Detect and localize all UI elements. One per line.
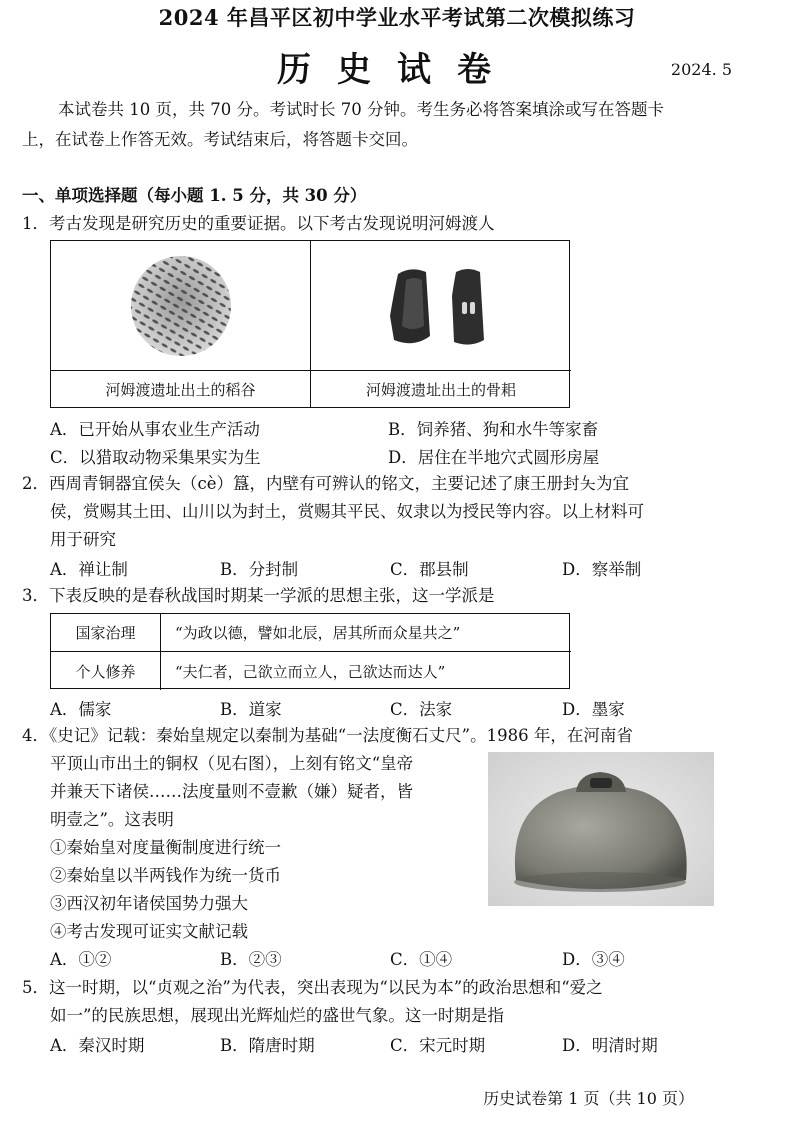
page-footer: 历史试卷第 1 页（共 10 页） (483, 1089, 694, 1108)
question-3-stem: 3．下表反映的是春秋战国时期某一学派的思想主张，这一学派是 (22, 586, 495, 605)
q1-option-a: A．已开始从事农业生产活动 (50, 420, 260, 439)
subject-title: 历史试卷 (277, 50, 517, 90)
table-row-value: “夫仁者，己欲立而立人，己欲达而达人” (175, 662, 446, 681)
q2-option-b: B．分封制 (220, 560, 299, 579)
instructions-line-2: 上，在试卷上作答无效。考试结束后，将答题卡交回。 (22, 130, 418, 149)
caption-spade: 河姆渡遗址出土的骨耜 (365, 380, 516, 399)
rice-image-cell (51, 241, 311, 371)
exam-date: 2024. 5 (670, 60, 732, 79)
q4-option-c: C．①④ (390, 950, 453, 969)
q5-option-c: C．宋元时期 (390, 1036, 486, 1055)
table-row-value: “为政以德，譬如北辰，居其所而众星共之” (161, 614, 571, 652)
q5-option-a: A．秦汉时期 (50, 1036, 145, 1055)
question-4-line-2: 平顶山市出土的铜权（见右图），上刻有铭文“皇帝 (50, 754, 414, 773)
q2-option-a: A．禅让制 (50, 560, 128, 579)
caption-rice: 河姆渡遗址出土的稻谷 (51, 371, 311, 407)
q4-option-d: D．③④ (562, 950, 625, 969)
q4-option-b: B．②③ (220, 950, 282, 969)
question-2-line-3: 用于研究 (50, 530, 116, 549)
section-title: 一、单项选择题（每小题 1. 5 分，共 30 分） (22, 186, 367, 205)
q5-option-b: B．隋唐时期 (220, 1036, 315, 1055)
q3-option-b: B．道家 (220, 700, 282, 719)
spade-image-cell (311, 241, 571, 371)
q4-item: ④考古发现可证实文献记载 (50, 922, 248, 941)
q3-option-d: D．墨家 (562, 700, 625, 719)
q3-option-c: C．法家 (390, 700, 453, 719)
table-row-key: 国家治理 (51, 614, 161, 652)
q5-option-d: D．明清时期 (562, 1036, 658, 1055)
q1-option-b: B．饲养猪、狗和水牛等家畜 (388, 420, 599, 439)
question-4-line-4: 明壹之”。这表明 (50, 810, 174, 829)
q2-option-c: C．郡县制 (390, 560, 469, 579)
rice-grains-icon (121, 251, 241, 361)
question-5-line-1: 5．这一时期，以“贞观之治”为代表，突出表现为“以民为本”的政治思想和“爱之 (22, 978, 603, 997)
question-3-table (50, 613, 570, 689)
q3-option-a: A．儒家 (50, 700, 112, 719)
question-2-line-1: 2．西周青铜器宜侯夨（cè）簋，内壁有可辨认的铭文，主要记述了康王册封夨为宜 (22, 474, 630, 493)
q1-option-c: C．以猎取动物采集果实为生 (50, 448, 261, 467)
question-5-line-2: 如一”的民族思想，展现出光辉灿烂的盛世气象。这一时期是指 (50, 1006, 504, 1025)
q1-option-d: D．居住在半地穴式圆形房屋 (388, 448, 600, 467)
question-1-figure-table (50, 240, 570, 408)
q2-option-d: D．察举制 (562, 560, 642, 579)
q4-item: ③西汉初年诸侯国势力强大 (50, 894, 248, 913)
question-1-stem: 1．考古发现是研究历史的重要证据。以下考古发现说明河姆渡人 (22, 214, 495, 233)
question-4-line-3: 并兼天下诸侯……法度量则不壹歉（嫌）疑者，皆 (50, 782, 413, 801)
bone-spade-icon (376, 256, 506, 356)
q4-item: ①秦始皇对度量衡制度进行统一 (50, 838, 281, 857)
q4-item: ②秦始皇以半两钱作为统一货币 (50, 866, 281, 885)
table-row-key: 个人修养 (51, 652, 161, 690)
question-4-line-1: 4．《史记》记载：秦始皇规定以秦制为基础“一法度衡石丈尺”。1986 年，在河南省 (22, 726, 633, 745)
bronze-weight-icon (488, 752, 714, 906)
exam-title: 2024 年昌平区初中学业水平考试第二次模拟练习 (158, 5, 636, 30)
instructions-line-1: 本试卷共 10 页，共 70 分。考试时长 70 分钟。考生务必将答案填涂或写在答题卡 (58, 100, 664, 119)
question-2-line-2: 侯，赏赐其土田、山川以为封土，赏赐其平民、奴隶以为授民等内容。以上材料可 (50, 502, 644, 521)
q4-option-a: A．①② (50, 950, 112, 969)
